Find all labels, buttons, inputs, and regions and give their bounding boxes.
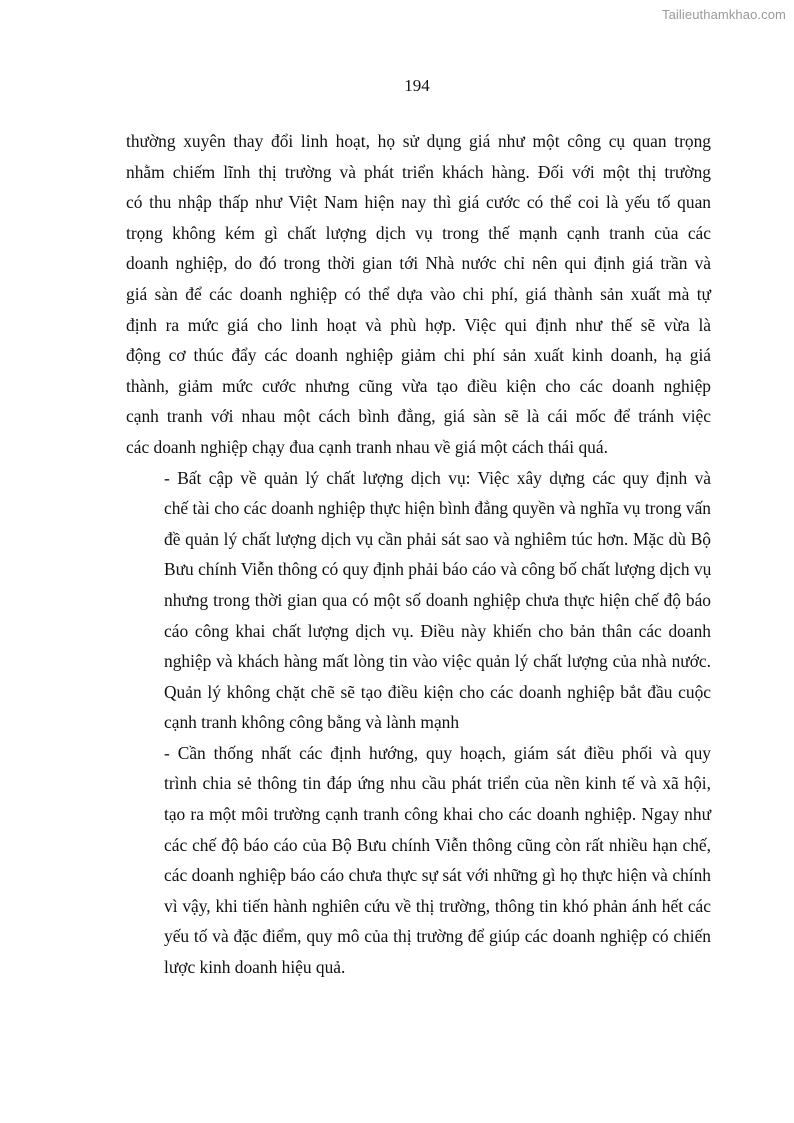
paragraph-information-sharing: [126, 738, 711, 983]
paragraph-quality-management: [126, 463, 711, 738]
text-line: doanh nghiệp, do đó trong thời gian tới Nhà nước chỉ nên qui định giá trần và: [126, 253, 711, 274]
text-line: các chế độ báo cáo của Bộ Bưu chính Viễn thông cũng còn rất nhiều hạn chế,: [164, 834, 711, 855]
text-line: thường xuyên thay đổi linh hoạt, họ sử dụng giá như một công cụ quan trọng: [126, 131, 711, 151]
text-line: cáo công khai chất lượng dịch vụ. Điều này khiến cho bản thân các doanh: [164, 620, 711, 641]
text-line: - Bất cập về quản lý chất lượng dịch vụ: Việc xây dựng các quy định và: [164, 467, 711, 488]
text-line: nhằm chiếm lĩnh thị trường và phát triển khách hàng. Đối với một thị trường: [126, 161, 711, 182]
text-line: Bưu chính Viễn thông có quy định phải báo cáo và công bố chất lượng dịch vụ: [164, 559, 712, 580]
text-line: chế tài cho các doanh nghiệp thực hiện bình đẳng quyền và nghĩa vụ trong vấn: [164, 498, 711, 519]
text-line: thành, giảm mức cước nhưng cũng vừa tạo điều kiện cho các doanh nghiệp: [126, 375, 711, 396]
text-line: - Cần thống nhất các định hướng, quy hoạch, giám sát điều phối và quy: [164, 742, 711, 763]
text-line: trình chia sẻ thông tin đáp ứng nhu cầu phát triển của nền kinh tế và xã hội,: [164, 773, 711, 794]
text-line: tạo ra một môi trường cạnh tranh công khai cho các doanh nghiệp. Ngay như: [164, 804, 711, 825]
text-line: định ra mức giá cho linh hoạt và phù hợp. Việc qui định như thế sẽ vừa là: [126, 314, 711, 335]
text-line: nghiệp và khách hàng mất lòng tin vào việc quản lý chất lượng của nhà nước.: [164, 651, 711, 672]
text-line: có thu nhập thấp như Việt Nam hiện nay thì giá cước có thể coi là yếu tố quan: [126, 192, 711, 213]
page-number: 194: [404, 76, 430, 95]
text-line: động cơ thúc đẩy các doanh nghiệp giảm chi phí sản xuất kinh doanh, hạ giá: [126, 345, 711, 366]
text-line: yếu tố và đặc điểm, quy mô của thị trường để giúp các doanh nghiệp có chiến: [164, 926, 711, 947]
text-line: nhưng trong thời gian qua có một số doanh nghiệp chưa thực hiện chế độ báo: [164, 589, 711, 610]
text-line: các doanh nghiệp báo cáo chưa thực sự sát với những gì họ thực hiện và chính: [164, 865, 711, 886]
text-line: cạnh tranh với nhau một cách bình đẳng, giá sàn sẽ là cái mốc để tránh việc: [126, 406, 711, 427]
text-line: cạnh tranh không công bằng và lành mạnh: [164, 712, 460, 733]
text-line: trọng không kém gì chất lượng dịch vụ trong thế mạnh cạnh tranh của các: [126, 222, 711, 243]
paragraph-pricing: [126, 126, 711, 463]
text-line: vì vậy, khi tiến hành nghiên cứu về thị trường, thông tin khó phản ánh hết các: [164, 895, 711, 916]
text-line: đề quản lý chất lượng dịch vụ cần phải sát sao và nghiêm túc hơn. Mặc dù Bộ: [164, 528, 711, 549]
watermark-text: Tailieuthamkhao.com: [661, 7, 786, 22]
text-line: giá sàn để các doanh nghiệp có thể dựa vào chi phí, giá thành sản xuất mà tự: [126, 283, 711, 304]
document-body: [126, 126, 711, 983]
text-line: lược kinh doanh hiệu quả.: [164, 957, 346, 978]
text-line: các doanh nghiệp chạy đua cạnh tranh nhau về giá một cách thái quá.: [126, 436, 608, 457]
text-line: Quản lý không chặt chẽ sẽ tạo điều kiện cho các doanh nghiệp bắt đầu cuộc: [164, 681, 711, 702]
